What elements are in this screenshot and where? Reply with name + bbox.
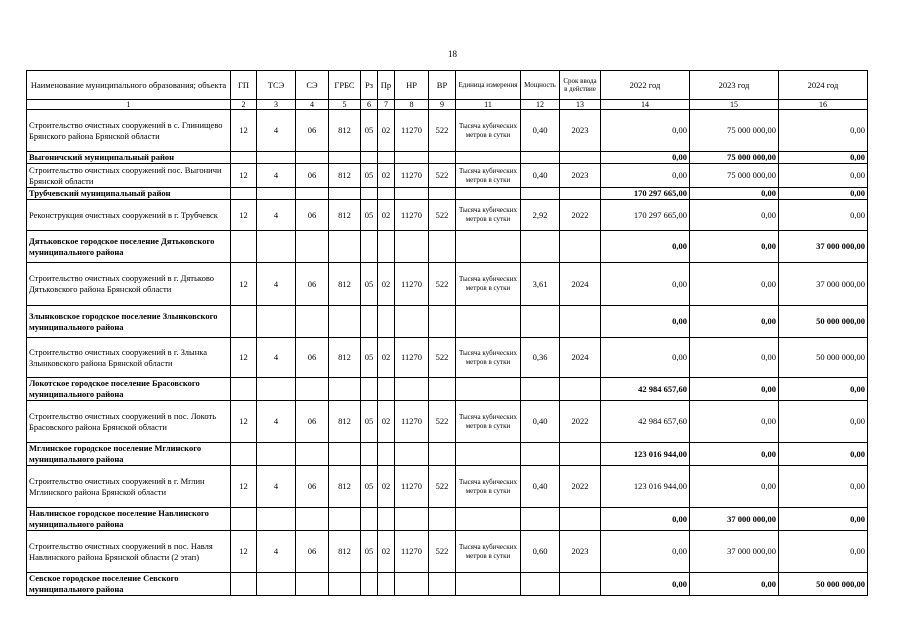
row-y2023-cell: 0,00: [690, 338, 779, 378]
col-number: 1: [27, 100, 231, 110]
row-grbs-cell: 812: [329, 531, 361, 573]
row-tse-cell: 4: [257, 263, 296, 306]
row-name-cell: Навлинское городское поселение Навлинского муниципального района: [27, 508, 231, 531]
row-gp-cell: 12: [231, 466, 257, 508]
district-row: [27, 573, 868, 596]
row-power-cell: 0,36: [521, 338, 560, 378]
row-y2024-cell: 0,00: [779, 188, 868, 200]
row-unit-cell: Тысяча кубических метров в сутки: [456, 466, 521, 508]
row-gp-cell: 12: [231, 401, 257, 443]
row-nr-cell: 11270: [395, 466, 429, 508]
row-gp-cell: [231, 378, 257, 401]
row-tse-cell: [257, 231, 296, 263]
row-vr-cell: [429, 573, 456, 596]
row-pr-cell: [378, 188, 395, 200]
row-unit-cell: [456, 443, 521, 466]
row-rz-cell: 05: [361, 401, 378, 443]
row-grbs-cell: [329, 443, 361, 466]
object-row: [27, 200, 868, 231]
row-y2022-cell: 0,00: [601, 338, 690, 378]
district-row: [27, 443, 868, 466]
row-gp-cell: 12: [231, 164, 257, 188]
row-pr-cell: 02: [378, 466, 395, 508]
row-y2022-cell: 0,00: [601, 164, 690, 188]
row-y2022-cell: 0,00: [601, 263, 690, 306]
row-grbs-cell: 812: [329, 110, 361, 152]
row-y2022-cell: 42 984 657,60: [601, 401, 690, 443]
row-power-cell: [521, 152, 560, 164]
row-gp-cell: [231, 188, 257, 200]
row-term-cell: 2022: [560, 466, 601, 508]
row-y2023-cell: 0,00: [690, 263, 779, 306]
row-y2023-cell: 75 000 000,00: [690, 152, 779, 164]
header-2022: 2022 год: [601, 71, 690, 100]
row-rz-cell: [361, 188, 378, 200]
row-y2022-cell: 0,00: [601, 110, 690, 152]
row-y2024-cell: 0,00: [779, 110, 868, 152]
row-y2023-cell: 0,00: [690, 306, 779, 338]
row-name-cell: Строительство очистных сооружений в г. Злынка Злынковского района Брянской области: [27, 338, 231, 378]
row-y2022-cell: 123 016 944,00: [601, 443, 690, 466]
row-unit-cell: [456, 508, 521, 531]
row-unit-cell: [456, 306, 521, 338]
row-y2024-cell: 50 000 000,00: [779, 573, 868, 596]
row-term-cell: 2023: [560, 110, 601, 152]
row-nr-cell: 11270: [395, 263, 429, 306]
row-vr-cell: [429, 443, 456, 466]
row-nr-cell: [395, 152, 429, 164]
row-pr-cell: [378, 508, 395, 531]
row-tse-cell: [257, 152, 296, 164]
row-se-cell: 06: [296, 338, 329, 378]
object-row: [27, 263, 868, 306]
row-nr-cell: [395, 573, 429, 596]
row-y2024-cell: 37 000 000,00: [779, 263, 868, 306]
row-power-cell: [521, 306, 560, 338]
row-term-cell: [560, 231, 601, 263]
row-gp-cell: [231, 443, 257, 466]
row-vr-cell: 522: [429, 164, 456, 188]
row-term-cell: 2024: [560, 263, 601, 306]
row-se-cell: 06: [296, 200, 329, 231]
row-y2023-cell: 37 000 000,00: [690, 531, 779, 573]
row-y2023-cell: 0,00: [690, 466, 779, 508]
row-nr-cell: 11270: [395, 338, 429, 378]
row-grbs-cell: 812: [329, 401, 361, 443]
object-row: [27, 531, 868, 573]
row-y2024-cell: 0,00: [779, 531, 868, 573]
col-number: 6: [361, 100, 378, 110]
row-tse-cell: 4: [257, 401, 296, 443]
row-y2024-cell: 0,00: [779, 443, 868, 466]
budget-table: [26, 70, 868, 596]
row-name-cell: Строительство очистных сооружений в пос. Локоть Брасовского района Брянской области: [27, 401, 231, 443]
row-grbs-cell: [329, 508, 361, 531]
row-name-cell: Реконструкция очистных сооружений в г. Трубчевск: [27, 200, 231, 231]
row-tse-cell: 4: [257, 164, 296, 188]
header-name: Наименование муниципального образования; объекта: [27, 71, 231, 100]
row-rz-cell: [361, 573, 378, 596]
row-term-cell: [560, 508, 601, 531]
row-y2024-cell: 0,00: [779, 508, 868, 531]
row-se-cell: 06: [296, 164, 329, 188]
row-gp-cell: 12: [231, 200, 257, 231]
row-unit-cell: Тысяча кубических метров в сутки: [456, 110, 521, 152]
header-term: Срок ввода в действие: [560, 71, 601, 100]
row-nr-cell: 11270: [395, 531, 429, 573]
district-row: [27, 378, 868, 401]
row-vr-cell: [429, 508, 456, 531]
row-grbs-cell: [329, 378, 361, 401]
row-nr-cell: 11270: [395, 200, 429, 231]
row-y2022-cell: 42 984 657,60: [601, 378, 690, 401]
row-y2023-cell: 75 000 000,00: [690, 164, 779, 188]
row-tse-cell: 4: [257, 466, 296, 508]
row-se-cell: [296, 188, 329, 200]
row-pr-cell: [378, 573, 395, 596]
row-grbs-cell: 812: [329, 263, 361, 306]
row-y2024-cell: 37 000 000,00: [779, 231, 868, 263]
row-power-cell: 0,40: [521, 164, 560, 188]
row-nr-cell: 11270: [395, 401, 429, 443]
row-pr-cell: [378, 231, 395, 263]
col-number: 8: [395, 100, 429, 110]
row-rz-cell: 05: [361, 164, 378, 188]
row-gp-cell: [231, 152, 257, 164]
row-pr-cell: 02: [378, 110, 395, 152]
row-y2022-cell: 0,00: [601, 152, 690, 164]
row-se-cell: [296, 573, 329, 596]
row-name-cell: Строительство очистных сооружений в пос. Навля Навлинского района Брянской области (2 этап): [27, 531, 231, 573]
row-term-cell: 2022: [560, 200, 601, 231]
row-y2023-cell: 0,00: [690, 573, 779, 596]
row-vr-cell: [429, 231, 456, 263]
row-term-cell: [560, 306, 601, 338]
row-y2024-cell: 0,00: [779, 200, 868, 231]
header-unit: Единица измерения: [456, 71, 521, 100]
row-grbs-cell: [329, 306, 361, 338]
row-vr-cell: 522: [429, 263, 456, 306]
row-tse-cell: [257, 508, 296, 531]
row-term-cell: [560, 378, 601, 401]
col-number: 13: [560, 100, 601, 110]
row-y2023-cell: 0,00: [690, 401, 779, 443]
col-number: 4: [296, 100, 329, 110]
row-y2024-cell: 50 000 000,00: [779, 306, 868, 338]
header-rz: Рз: [361, 71, 378, 100]
row-pr-cell: [378, 443, 395, 466]
row-power-cell: 0,40: [521, 401, 560, 443]
row-power-cell: 3,61: [521, 263, 560, 306]
row-se-cell: 06: [296, 531, 329, 573]
row-y2023-cell: 0,00: [690, 378, 779, 401]
header-pr: Пр: [378, 71, 395, 100]
header-2024: 2024 год: [779, 71, 868, 100]
row-vr-cell: [429, 378, 456, 401]
row-term-cell: 2023: [560, 164, 601, 188]
row-y2024-cell: 50 000 000,00: [779, 338, 868, 378]
row-name-cell: Мглинское городское поселение Мглинского муниципального района: [27, 443, 231, 466]
row-gp-cell: [231, 231, 257, 263]
row-vr-cell: [429, 152, 456, 164]
col-number: 3: [257, 100, 296, 110]
row-nr-cell: 11270: [395, 110, 429, 152]
row-y2022-cell: 0,00: [601, 306, 690, 338]
row-grbs-cell: 812: [329, 338, 361, 378]
row-unit-cell: Тысяча кубических метров в сутки: [456, 263, 521, 306]
header-2023: 2023 год: [690, 71, 779, 100]
row-unit-cell: [456, 188, 521, 200]
row-pr-cell: [378, 306, 395, 338]
header-vr: ВР: [429, 71, 456, 100]
row-gp-cell: 12: [231, 531, 257, 573]
row-power-cell: [521, 573, 560, 596]
row-gp-cell: [231, 508, 257, 531]
row-term-cell: 2024: [560, 338, 601, 378]
district-row: [27, 231, 868, 263]
district-row: [27, 508, 868, 531]
col-number: 9: [429, 100, 456, 110]
row-se-cell: 06: [296, 466, 329, 508]
header-tse: ТСЭ: [257, 71, 296, 100]
row-gp-cell: 12: [231, 110, 257, 152]
district-row: [27, 188, 868, 200]
row-gp-cell: 12: [231, 338, 257, 378]
row-unit-cell: Тысяча кубических метров в сутки: [456, 338, 521, 378]
col-number: 15: [690, 100, 779, 110]
row-name-cell: Выгоничский муниципальный район: [27, 152, 231, 164]
row-rz-cell: 05: [361, 110, 378, 152]
col-number: 5: [329, 100, 361, 110]
row-unit-cell: Тысяча кубических метров в сутки: [456, 200, 521, 231]
header-gp: ГП: [231, 71, 257, 100]
row-vr-cell: 522: [429, 200, 456, 231]
row-name-cell: Строительство очистных сооружений в г. Дятьково Дятьковского района Брянской области: [27, 263, 231, 306]
row-y2023-cell: 37 000 000,00: [690, 508, 779, 531]
row-pr-cell: [378, 152, 395, 164]
row-unit-cell: Тысяча кубических метров в сутки: [456, 164, 521, 188]
col-number: 14: [601, 100, 690, 110]
row-tse-cell: 4: [257, 200, 296, 231]
row-tse-cell: [257, 443, 296, 466]
row-pr-cell: 02: [378, 164, 395, 188]
row-gp-cell: [231, 573, 257, 596]
row-name-cell: Строительство очистных сооружений пос. Выгоничи Брянской области: [27, 164, 231, 188]
object-row: [27, 401, 868, 443]
row-se-cell: 06: [296, 110, 329, 152]
row-vr-cell: 522: [429, 338, 456, 378]
row-grbs-cell: [329, 573, 361, 596]
row-vr-cell: 522: [429, 401, 456, 443]
row-name-cell: Строительство очистных сооружений в г. Мглин Мглинского района Брянской области: [27, 466, 231, 508]
row-se-cell: [296, 443, 329, 466]
row-rz-cell: 05: [361, 200, 378, 231]
row-rz-cell: 05: [361, 466, 378, 508]
row-unit-cell: Тысяча кубических метров в сутки: [456, 401, 521, 443]
row-se-cell: [296, 378, 329, 401]
row-term-cell: [560, 573, 601, 596]
col-number: 2: [231, 100, 257, 110]
column-number-row: [27, 100, 868, 110]
col-number: 11: [456, 100, 521, 110]
row-rz-cell: 05: [361, 263, 378, 306]
row-nr-cell: [395, 443, 429, 466]
row-term-cell: [560, 152, 601, 164]
row-y2022-cell: 0,00: [601, 508, 690, 531]
row-y2024-cell: 0,00: [779, 152, 868, 164]
row-y2022-cell: 0,00: [601, 231, 690, 263]
row-vr-cell: [429, 188, 456, 200]
row-power-cell: [521, 231, 560, 263]
district-row: [27, 306, 868, 338]
row-nr-cell: [395, 378, 429, 401]
row-y2023-cell: 0,00: [690, 231, 779, 263]
row-y2022-cell: 170 297 665,00: [601, 188, 690, 200]
object-row: [27, 466, 868, 508]
row-power-cell: 0,40: [521, 110, 560, 152]
row-se-cell: 06: [296, 401, 329, 443]
header-row: [27, 71, 868, 100]
row-rz-cell: 05: [361, 531, 378, 573]
row-rz-cell: [361, 152, 378, 164]
row-power-cell: [521, 378, 560, 401]
row-pr-cell: 02: [378, 200, 395, 231]
row-unit-cell: [456, 152, 521, 164]
row-tse-cell: 4: [257, 110, 296, 152]
row-name-cell: Трубчевский муниципальный район: [27, 188, 231, 200]
row-nr-cell: [395, 231, 429, 263]
header-power: Мощность: [521, 71, 560, 100]
row-se-cell: [296, 306, 329, 338]
row-rz-cell: [361, 231, 378, 263]
row-se-cell: [296, 508, 329, 531]
district-row: [27, 152, 868, 164]
row-nr-cell: 11270: [395, 164, 429, 188]
col-number: 16: [779, 100, 868, 110]
row-y2023-cell: 0,00: [690, 200, 779, 231]
row-name-cell: Локотское городское поселение Брасовского муниципального района: [27, 378, 231, 401]
row-rz-cell: [361, 443, 378, 466]
row-se-cell: 06: [296, 263, 329, 306]
row-pr-cell: 02: [378, 263, 395, 306]
row-term-cell: [560, 188, 601, 200]
row-name-cell: Дятьковское городское поселение Дятьковского муниципального района: [27, 231, 231, 263]
row-se-cell: [296, 152, 329, 164]
row-nr-cell: [395, 306, 429, 338]
row-vr-cell: 522: [429, 466, 456, 508]
row-vr-cell: [429, 306, 456, 338]
object-row: [27, 338, 868, 378]
row-term-cell: [560, 443, 601, 466]
object-row: [27, 164, 868, 188]
row-y2022-cell: 0,00: [601, 531, 690, 573]
page-number: 18: [448, 49, 457, 59]
row-grbs-cell: 812: [329, 466, 361, 508]
object-row: [27, 110, 868, 152]
row-tse-cell: 4: [257, 531, 296, 573]
row-unit-cell: [456, 573, 521, 596]
row-tse-cell: [257, 573, 296, 596]
row-y2022-cell: 170 297 665,00: [601, 200, 690, 231]
row-pr-cell: 02: [378, 401, 395, 443]
row-nr-cell: [395, 188, 429, 200]
row-pr-cell: 02: [378, 531, 395, 573]
row-power-cell: [521, 188, 560, 200]
col-number: 7: [378, 100, 395, 110]
row-tse-cell: [257, 188, 296, 200]
row-name-cell: Злынковское городское поселение Злынковского муниципального района: [27, 306, 231, 338]
row-name-cell: Строительство очистных сооружений в с. Глинищево Брянского района Брянской области: [27, 110, 231, 152]
row-rz-cell: [361, 378, 378, 401]
row-gp-cell: 12: [231, 263, 257, 306]
row-grbs-cell: 812: [329, 200, 361, 231]
row-tse-cell: [257, 378, 296, 401]
row-vr-cell: 522: [429, 531, 456, 573]
header-grbs: ГРБС: [329, 71, 361, 100]
row-unit-cell: Тысяча кубических метров в сутки: [456, 531, 521, 573]
row-power-cell: 2,92: [521, 200, 560, 231]
row-rz-cell: [361, 508, 378, 531]
row-term-cell: 2023: [560, 531, 601, 573]
row-y2022-cell: 123 016 944,00: [601, 466, 690, 508]
row-term-cell: 2022: [560, 401, 601, 443]
row-pr-cell: [378, 378, 395, 401]
row-rz-cell: [361, 306, 378, 338]
row-y2024-cell: 0,00: [779, 401, 868, 443]
row-pr-cell: 02: [378, 338, 395, 378]
row-vr-cell: 522: [429, 110, 456, 152]
row-y2022-cell: 0,00: [601, 573, 690, 596]
row-y2023-cell: 0,00: [690, 443, 779, 466]
row-y2024-cell: 0,00: [779, 466, 868, 508]
row-power-cell: [521, 443, 560, 466]
header-se: СЭ: [296, 71, 329, 100]
row-grbs-cell: [329, 231, 361, 263]
row-power-cell: [521, 508, 560, 531]
header-nr: НР: [395, 71, 429, 100]
row-y2023-cell: 75 000 000,00: [690, 110, 779, 152]
row-y2024-cell: 0,00: [779, 378, 868, 401]
row-nr-cell: [395, 508, 429, 531]
row-tse-cell: 4: [257, 338, 296, 378]
row-tse-cell: [257, 306, 296, 338]
row-power-cell: 0,40: [521, 466, 560, 508]
row-unit-cell: [456, 231, 521, 263]
col-number: 12: [521, 100, 560, 110]
row-y2024-cell: 0,00: [779, 164, 868, 188]
row-power-cell: 0,60: [521, 531, 560, 573]
row-unit-cell: [456, 378, 521, 401]
row-name-cell: Севское городское поселение Севского муниципального района: [27, 573, 231, 596]
row-grbs-cell: 812: [329, 164, 361, 188]
row-gp-cell: [231, 306, 257, 338]
row-y2023-cell: 0,00: [690, 188, 779, 200]
row-se-cell: [296, 231, 329, 263]
row-rz-cell: 05: [361, 338, 378, 378]
row-grbs-cell: [329, 152, 361, 164]
row-grbs-cell: [329, 188, 361, 200]
